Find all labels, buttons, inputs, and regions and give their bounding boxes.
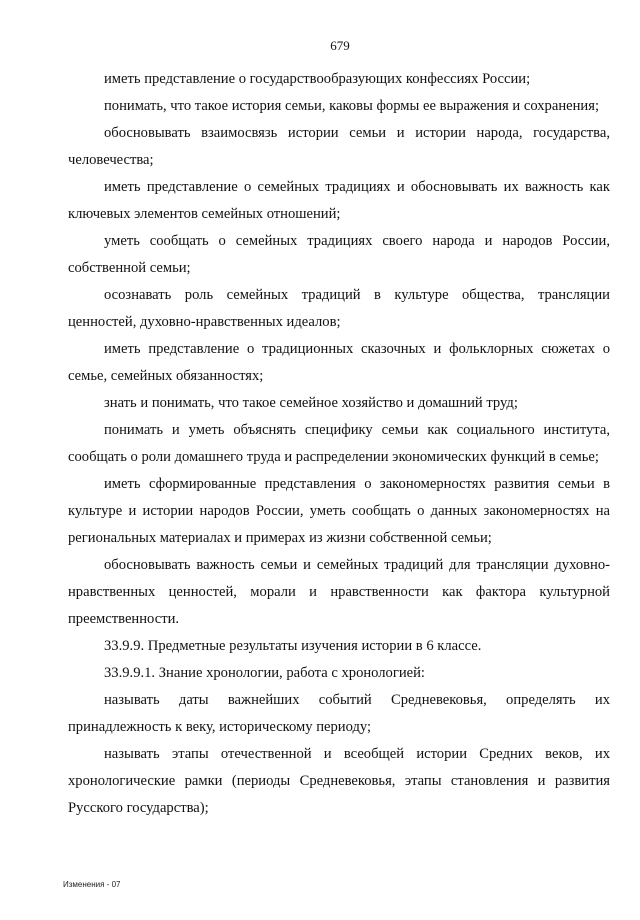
section-heading: 33.9.9. Предметные результаты изучения истории в 6 классе. <box>104 638 482 654</box>
paragraph: называть даты важнейших событий Средневековья, определять их принадлежность к веку, историческому периоду; <box>68 692 610 735</box>
paragraph: уметь сообщать о семейных традициях своего народа и народов России, собственной семьи; <box>68 233 610 276</box>
document-body <box>68 66 610 822</box>
paragraph: называть этапы отечественной и всеобщей истории Средних веков, их хронологические рамки (периоды Средневековья, этапы становления и развития Русского государства); <box>68 746 610 816</box>
paragraph: обосновывать важность семьи и семейных традиций для трансляции духовно-нравственных ценностей, морали и нравственности как фактора культурной преемственности. <box>68 557 610 627</box>
paragraph: обосновывать взаимосвязь истории семьи и истории народа, государства, человечества; <box>68 125 610 168</box>
paragraph: понимать, что такое история семьи, каковы формы ее выражения и сохранения; <box>104 98 600 114</box>
paragraph: осознавать роль семейных традиций в культуре общества, трансляции ценностей, духовно-нравственных идеалов; <box>68 287 610 330</box>
paragraph: понимать и уметь объяснять специфику семьи как социального института, сообщать о роли домашнего труда и распределении экономических функций в семье; <box>68 422 610 465</box>
page-number: 679 <box>330 38 350 53</box>
subsection-heading: 33.9.9.1. Знание хронологии, работа с хронологией: <box>104 665 425 681</box>
footer-revision-note: Изменения - 07 <box>63 880 121 889</box>
paragraph: иметь представление о семейных традициях и обосновывать их важность как ключевых элементов семейных отношений; <box>68 179 610 222</box>
paragraph: знать и понимать, что такое семейное хозяйство и домашний труд; <box>104 395 518 411</box>
paragraph: иметь сформированные представления о закономерностях развития семьи в культуре и истории народов России, уметь сообщать о данных закономерностях на региональных материалах и примерах из жизни собственной семьи; <box>68 476 610 546</box>
paragraph: иметь представление о традиционных сказочных и фольклорных сюжетах о семье, семейных обязанностях; <box>68 341 610 384</box>
paragraph: иметь представление о государствообразующих конфессиях России; <box>104 71 531 87</box>
